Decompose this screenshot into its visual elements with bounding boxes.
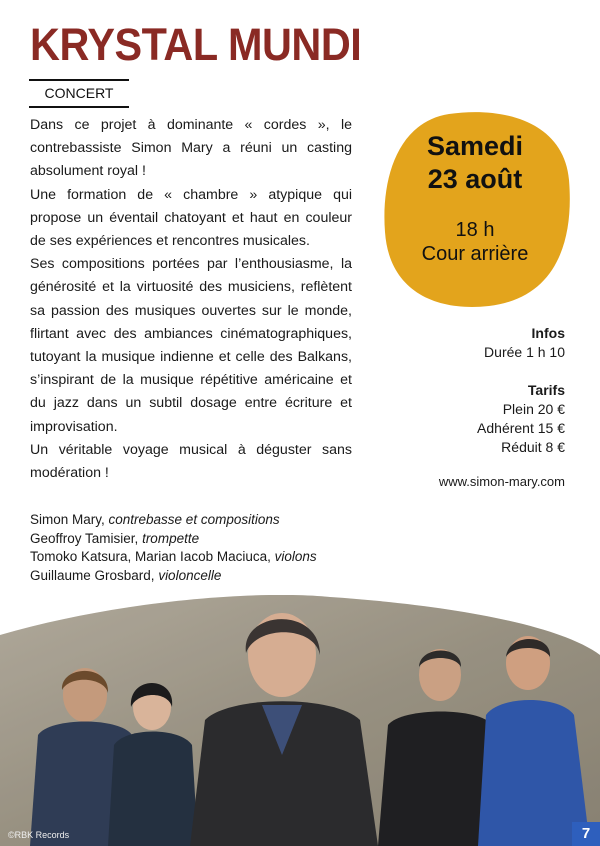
price-item: Adhérent 15 € bbox=[477, 420, 565, 436]
event-date: 23 août bbox=[427, 164, 523, 194]
category-tag: CONCERT bbox=[29, 79, 129, 108]
description-paragraph: Ses compositions portées par l’enthousiasme, la générosité et la virtuosité des musiciens, reflètent sa passion des musiques ouvertes sur le monde, flirtant avec des ambiances cinématographiques, tutoyant la musique indienne et celle des Balkans, s’inspirant de la musique répétitive américaine et du jazz dans un subtil dosage entre écriture et improvisation. bbox=[30, 256, 352, 435]
description bbox=[30, 114, 352, 485]
price-item: Plein 20 € bbox=[502, 401, 565, 417]
description-paragraph: Un véritable voyage musical à déguster sans modération ! bbox=[30, 441, 352, 482]
event-time: 18 h bbox=[455, 219, 495, 241]
tarifs-heading: Tarifs bbox=[527, 382, 565, 398]
credit-line bbox=[30, 567, 317, 586]
description-paragraph: Dans ce projet à dominante « cordes », le contrebassiste Simon Mary a réuni un casting absolument royal ! bbox=[30, 117, 352, 180]
credit-line bbox=[30, 511, 317, 530]
credit-role: violons bbox=[274, 549, 317, 564]
credit-names: Simon Mary, bbox=[30, 512, 109, 527]
credit-role: trompette bbox=[142, 530, 200, 546]
credit-names: Geoffroy Tamisier, bbox=[30, 530, 143, 546]
credit-line bbox=[30, 548, 317, 567]
credit-role: contrebasse et compositions bbox=[108, 512, 280, 527]
band-photo bbox=[0, 595, 600, 846]
info-block bbox=[477, 324, 565, 457]
musician-credits bbox=[30, 511, 317, 585]
website-link[interactable]: www.simon-mary.com bbox=[438, 474, 565, 489]
page-number: 7 bbox=[572, 822, 600, 846]
page-title: KRYSTAL MUNDI bbox=[30, 19, 362, 70]
credit-line bbox=[30, 530, 317, 549]
credit-names: Tomoko Katsura, Marian Iacob Maciuca, bbox=[30, 549, 275, 564]
event-datetime bbox=[379, 130, 571, 266]
duration: Durée 1 h 10 bbox=[484, 344, 565, 360]
photo-credit: ©RBK Records bbox=[8, 830, 70, 840]
credit-role: violoncelle bbox=[158, 567, 222, 583]
event-day: Samedi bbox=[426, 131, 524, 161]
price-item: Réduit 8 € bbox=[501, 439, 565, 455]
event-place: Cour arrière bbox=[421, 243, 529, 265]
infos-heading: Infos bbox=[531, 325, 565, 341]
description-paragraph: Une formation de « chambre » atypique qui propose un éventail chatoyant et haut en couleur de ses expériences et rencontres musicales. bbox=[30, 186, 352, 250]
credit-names: Guillaume Grosbard, bbox=[30, 567, 159, 583]
